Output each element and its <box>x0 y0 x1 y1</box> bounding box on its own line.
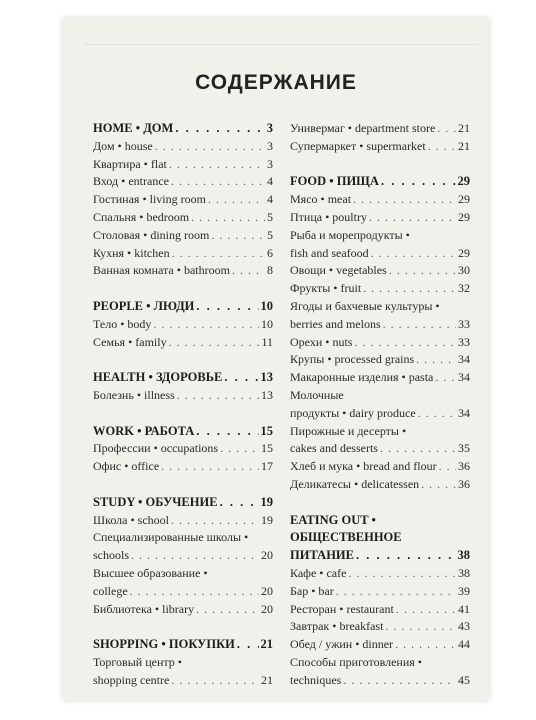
toc-entry-text: Болезнь • illness <box>93 387 175 402</box>
toc-entry-text: Гостиная • living room <box>93 192 206 207</box>
toc-entry-text: fish and seafood <box>290 245 369 260</box>
toc-entry-text: Мясо • meat <box>290 192 352 207</box>
toc-entry <box>290 139 470 157</box>
dot-leader <box>421 477 456 492</box>
toc-entry-text: Орехи • nuts <box>290 334 353 349</box>
page-title: СОДЕРЖАНИЕ <box>195 71 357 94</box>
toc-entry-text: STUDY • ОБУЧЕНИЕ <box>93 494 218 509</box>
toc-entry <box>290 335 470 353</box>
toc-entry-text: продукты • dairy produce <box>290 405 416 420</box>
toc-entry <box>290 263 470 281</box>
toc-entry-text: college <box>93 583 128 598</box>
toc-entry-text: PEOPLE • ЛЮДИ <box>93 298 195 313</box>
dot-leader <box>343 673 456 688</box>
toc-entry <box>290 637 470 655</box>
dot-leader <box>381 174 456 189</box>
toc-page-number: 3 <box>266 121 273 135</box>
toc-entry <box>290 317 470 335</box>
dot-leader <box>353 192 456 207</box>
toc-entry-text: Дом • house <box>93 138 153 153</box>
toc-entry-text: Обед / ужин • dinner <box>290 637 394 652</box>
dot-leader <box>130 584 259 599</box>
toc-page-number: 13 <box>260 370 273 385</box>
toc-entry-text: Ресторан • restaurant <box>290 601 394 616</box>
dot-leader <box>171 174 265 189</box>
toc-entry <box>290 246 470 264</box>
toc-section-heading <box>290 548 470 566</box>
toc-entry-text: Тело • body <box>93 316 152 331</box>
book-page <box>63 18 489 700</box>
toc-entry <box>93 192 273 210</box>
dot-leader <box>169 157 265 172</box>
toc-page-number: 39 <box>458 583 470 598</box>
toc-page-number: 10 <box>260 298 273 313</box>
toc-entry-text: Торговый центр • <box>93 654 182 669</box>
toc-page-number: 21 <box>458 138 470 153</box>
toc-entry <box>290 406 470 424</box>
toc-entry-text: Фрукты • fruit <box>290 281 362 296</box>
dot-leader <box>383 317 456 332</box>
toc-entry-text: HOME • ДОМ <box>93 121 174 135</box>
dot-leader <box>237 637 259 652</box>
toc-entry <box>93 655 273 673</box>
toc-page-number: 17 <box>261 459 273 474</box>
toc-page-number: 29 <box>457 174 470 189</box>
toc-entry-text: Рыба и морепродукты • <box>290 227 410 242</box>
toc-page-number: 5 <box>267 209 273 224</box>
toc-entry-text: Специализированные школы • <box>93 530 249 545</box>
toc-page-number: 8 <box>267 263 273 278</box>
toc-right-column <box>290 121 470 691</box>
toc-entry <box>93 548 273 566</box>
toc-page-number: 19 <box>261 512 273 527</box>
toc-page-number: 3 <box>267 156 273 171</box>
toc-entry-text: Библиотека • library <box>93 601 195 616</box>
toc-entry <box>93 530 273 548</box>
toc-entry-text: Молочные <box>290 387 344 402</box>
toc-entry-text: Профессии • occupations <box>93 441 219 456</box>
toc-entry-text: Кухня • kitchen <box>93 245 170 260</box>
dot-leader <box>211 228 265 243</box>
toc-entry <box>290 192 470 210</box>
toc-page-number: 33 <box>458 334 470 349</box>
toc-entry <box>290 441 470 459</box>
toc-page-number: 11 <box>261 334 273 349</box>
toc-entry-text: Супермаркет • supermarket <box>290 138 426 153</box>
dot-leader <box>369 210 456 225</box>
toc-page-number: 29 <box>458 192 470 207</box>
toc-entry <box>93 602 273 620</box>
toc-section-heading <box>93 495 273 513</box>
toc-page-number: 44 <box>458 637 470 652</box>
dot-leader <box>161 459 259 474</box>
toc-entry <box>93 441 273 459</box>
dot-leader <box>208 192 265 207</box>
toc-entry <box>290 602 470 620</box>
toc-page-number: 15 <box>261 441 273 456</box>
toc-section-heading <box>290 513 470 531</box>
toc-entry <box>93 210 273 228</box>
dot-leader <box>380 441 456 456</box>
toc-page-number: 29 <box>458 209 470 224</box>
toc-entry-text: Универмаг • department store <box>290 121 436 135</box>
toc-page-number: 13 <box>261 387 273 402</box>
dot-leader <box>171 513 259 528</box>
toc-entry-text: FOOD • ПИЩА <box>290 174 379 189</box>
toc-page-number: 36 <box>458 459 470 474</box>
toc-entry <box>93 174 273 192</box>
dot-leader <box>220 441 259 456</box>
toc-entry <box>93 139 273 157</box>
toc-page-number: 35 <box>458 441 470 456</box>
section-gap <box>93 477 273 495</box>
toc-entry-text: HEALTH • ЗДОРОВЬЕ <box>93 370 223 385</box>
toc-entry <box>290 477 470 495</box>
dot-leader <box>169 335 260 350</box>
toc-entry <box>290 281 470 299</box>
dot-leader <box>389 263 456 278</box>
toc-entry-text: EATING OUT • <box>290 512 376 527</box>
toc-page-number: 15 <box>260 423 273 438</box>
dot-leader <box>395 637 456 652</box>
dot-leader <box>371 246 456 261</box>
dot-leader <box>171 673 259 688</box>
toc-entry-text: Завтрак • breakfast <box>290 619 384 634</box>
toc-entry <box>93 335 273 353</box>
toc-section-heading <box>290 530 470 548</box>
dot-leader <box>354 335 456 350</box>
bleed-through-header <box>83 30 478 45</box>
dot-leader <box>396 602 456 617</box>
toc-entry-text: Вход • entrance <box>93 174 169 189</box>
toc-entry <box>290 299 470 317</box>
toc-entry <box>290 121 470 139</box>
dot-leader <box>177 388 259 403</box>
toc-page-number: 4 <box>267 174 273 189</box>
toc-section-heading <box>93 424 273 442</box>
toc-entry-text: shopping centre <box>93 672 170 687</box>
toc-entry <box>290 424 470 442</box>
dot-leader <box>356 548 456 563</box>
toc-page-number: 21 <box>458 121 470 135</box>
toc-entry-text: techniques <box>290 672 342 687</box>
toc-page-number: 4 <box>267 192 273 207</box>
toc-entry <box>93 388 273 406</box>
toc-entry <box>290 673 470 691</box>
toc-entry <box>93 246 273 264</box>
toc-entry-text: Бар • bar <box>290 583 334 598</box>
toc-entry-text: Столовая • dining room <box>93 227 210 242</box>
toc-entry <box>290 210 470 228</box>
dot-leader <box>416 352 456 367</box>
toc-entry-text: Хлеб и мука • bread and flour <box>290 459 437 474</box>
section-gap <box>93 281 273 299</box>
toc-entry-text: Пирожные и десерты • <box>290 423 407 438</box>
toc-entry <box>290 619 470 637</box>
toc-entry-text: ОБЩЕСТВЕННОЕ <box>290 530 402 545</box>
toc-page-number: 34 <box>458 405 470 420</box>
dot-leader <box>153 317 259 332</box>
toc-entry-text: WORK • РАБОТА <box>93 423 195 438</box>
section-gap <box>93 619 273 637</box>
toc-entry-text: Офис • office <box>93 459 160 474</box>
toc-section-heading <box>93 299 273 317</box>
dot-leader <box>196 424 258 439</box>
toc-entry-text: ПИТАНИЕ <box>290 548 354 563</box>
toc-entry <box>290 228 470 246</box>
toc-entry-text: Макаронные изделия • pasta <box>290 370 434 385</box>
dot-leader <box>232 263 265 278</box>
toc-entry <box>290 352 470 370</box>
toc-entry <box>93 157 273 175</box>
dot-leader <box>224 370 258 385</box>
section-gap <box>290 495 470 513</box>
toc-page-number: 30 <box>458 263 470 278</box>
toc-page-number: 33 <box>458 316 470 331</box>
toc-entry <box>290 584 470 602</box>
toc-entry <box>93 673 273 691</box>
section-gap <box>93 406 273 424</box>
toc-entry <box>290 459 470 477</box>
toc-entry-text: Крупы • processed grains <box>290 352 415 367</box>
toc-page-number: 38 <box>458 565 470 580</box>
toc-left-column <box>93 121 273 691</box>
toc-page-number: 20 <box>261 601 273 616</box>
toc-page-number: 29 <box>458 245 470 260</box>
section-gap <box>93 352 273 370</box>
toc-entry <box>290 566 470 584</box>
toc-entry-text: cakes and desserts <box>290 441 378 456</box>
toc-page-number: 34 <box>458 352 470 367</box>
toc-page-number: 5 <box>267 227 273 242</box>
dot-leader <box>363 281 456 296</box>
toc-entry <box>93 263 273 281</box>
toc-section-heading <box>93 637 273 655</box>
toc-page-number: 6 <box>267 245 273 260</box>
toc-entry <box>93 317 273 335</box>
toc-entry-text: Способы приготовления • <box>290 654 422 669</box>
dot-leader <box>172 246 265 261</box>
toc-page-number: 10 <box>261 316 273 331</box>
toc-entry-text: Кафе • cafe <box>290 565 347 580</box>
toc-page-number: 20 <box>261 583 273 598</box>
toc-entry-text: Высшее образование • <box>93 565 208 580</box>
toc-page-number: 38 <box>457 548 470 563</box>
dot-leader <box>418 406 456 421</box>
toc-entry <box>93 228 273 246</box>
toc-page-number: 32 <box>458 281 470 296</box>
toc-section-heading <box>93 370 273 388</box>
toc-page-number: 45 <box>458 672 470 687</box>
dot-leader <box>336 584 456 599</box>
toc-page-number: 41 <box>458 601 470 616</box>
toc-entry-text: Деликатесы • delicatessen <box>290 476 420 491</box>
dot-leader <box>428 139 456 154</box>
toc-entry-text: Ягоды и бахчевые культуры • <box>290 298 440 313</box>
toc-page-number: 34 <box>458 370 470 385</box>
dot-leader <box>191 210 265 225</box>
toc-page-number: 36 <box>458 476 470 491</box>
toc-entry-text: Спальня • bedroom <box>93 209 190 224</box>
toc-section-heading <box>290 174 470 192</box>
dot-leader <box>439 459 456 474</box>
dot-leader <box>348 566 456 581</box>
toc-page-number: 21 <box>260 637 273 652</box>
dot-leader <box>385 619 456 634</box>
toc-entry-text: Овощи • vegetables <box>290 263 387 278</box>
dot-leader <box>435 370 456 385</box>
toc-page-number: 43 <box>458 619 470 634</box>
toc-page-number: 3 <box>267 138 273 153</box>
toc-entry-text: schools <box>93 548 129 563</box>
toc-page-number: 21 <box>261 672 273 687</box>
section-gap <box>290 157 470 175</box>
toc-section-heading <box>93 121 273 139</box>
toc-page-number: 19 <box>260 494 273 509</box>
dot-leader <box>437 121 456 136</box>
dot-leader <box>155 139 265 154</box>
toc-entry-text: berries and melons <box>290 316 381 331</box>
toc-entry <box>290 655 470 673</box>
toc-page-number: 20 <box>261 548 273 563</box>
toc-entry <box>93 584 273 602</box>
toc-entry <box>290 388 470 406</box>
dot-leader <box>196 602 259 617</box>
toc-entry <box>93 566 273 584</box>
dot-leader <box>196 299 258 314</box>
toc-entry-text: Семья • family <box>93 334 167 349</box>
toc-entry <box>93 459 273 477</box>
toc-entry <box>290 370 470 388</box>
toc-entry-text: Квартира • flat <box>93 156 167 171</box>
toc-entry-text: SHOPPING • ПОКУПКИ <box>93 637 235 652</box>
toc-entry-text: Ванная комната • bathroom <box>93 263 230 278</box>
dot-leader <box>220 495 259 510</box>
dot-leader <box>175 121 264 136</box>
dot-leader <box>131 548 259 563</box>
toc-entry-text: Птица • poultry <box>290 209 367 224</box>
toc-entry <box>93 513 273 531</box>
toc-entry-text: Школа • school <box>93 512 170 527</box>
